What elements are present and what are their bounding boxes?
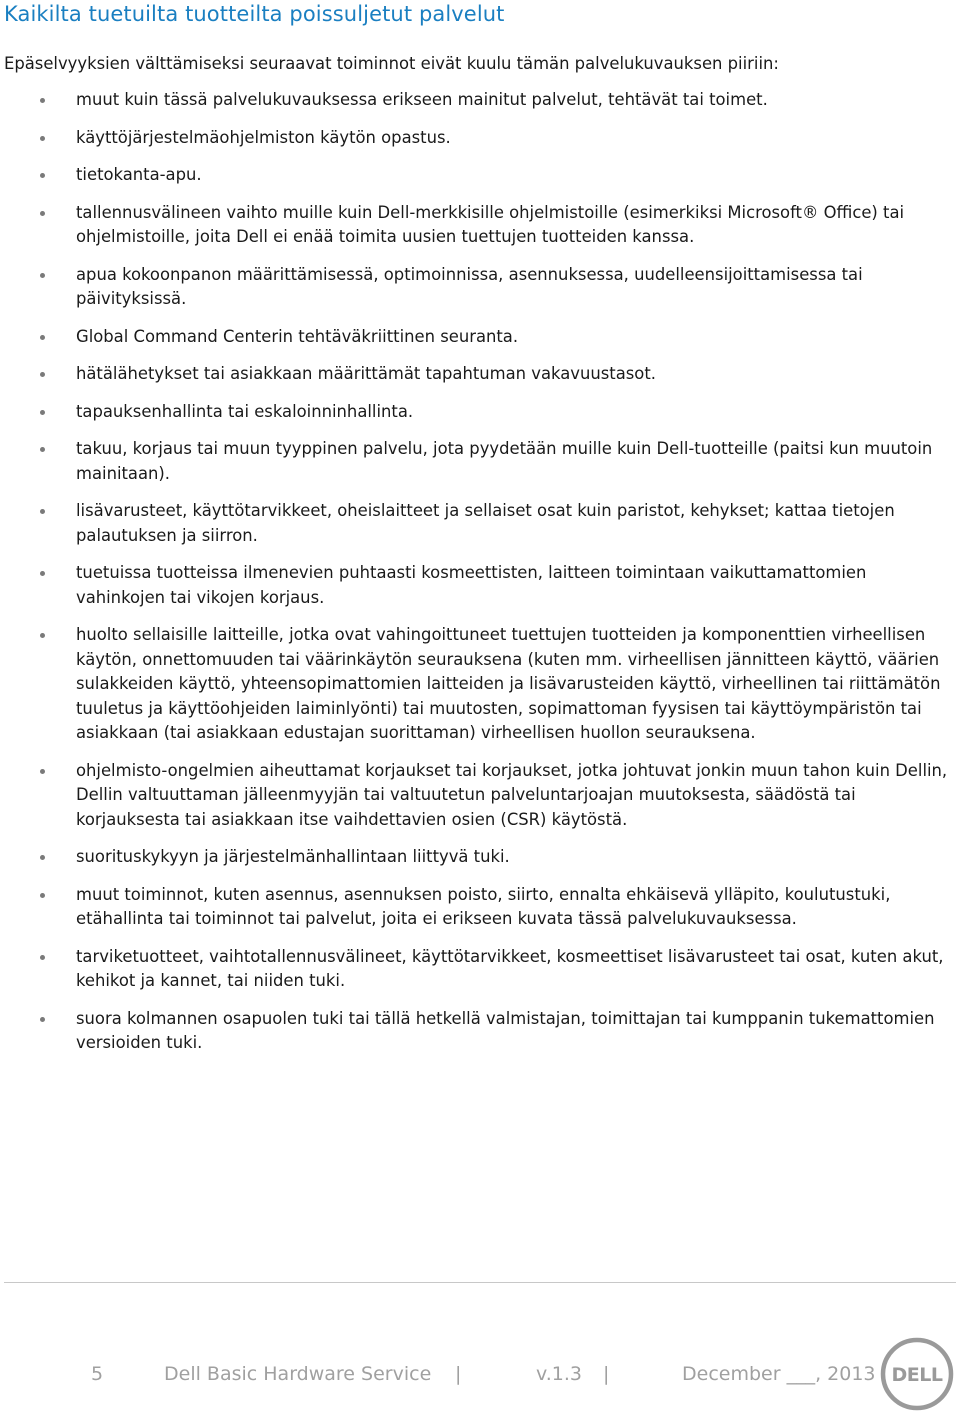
bullet-icon	[40, 955, 45, 960]
footer-divider	[4, 1282, 956, 1283]
list-item: suora kolmannen osapuolen tuki tai tällä hetkellä valmistajan, toimittajan tai kumppanin tukemattomien versioiden tuki.	[0, 1007, 960, 1056]
list-item: ohjelmisto-ongelmien aiheuttamat korjaukset tai korjaukset, jotka johtuvat jonkin muun tahon kuin Dellin, Dellin valtuuttaman jälleenmyyjän tai valtuutetun palveluntarjoajan muutoksesta, säädöstä tai korjauksesta tai asiakkaan itse vaihdettavien osien (CSR) käytöstä.	[0, 759, 960, 833]
bullet-icon	[40, 509, 45, 514]
bullet-icon	[40, 173, 45, 178]
bullet-icon	[40, 273, 45, 278]
list-item: tarviketuotteet, vaihtotallennusvälineet, käyttötarvikkeet, kosmeettiset lisävarusteet tai osat, kuten akut, kehikot ja kannet, tai niiden tuki.	[0, 945, 960, 994]
bullet-icon	[40, 372, 45, 377]
logo-text: DELL	[891, 1364, 943, 1386]
page-number: 5	[91, 1363, 104, 1385]
bullet-icon	[40, 136, 45, 141]
section-heading: Kaikilta tuetuilta tuotteilta poissuljetut palvelut	[4, 2, 505, 26]
bullet-icon	[40, 855, 45, 860]
list-item: tuetuissa tuotteissa ilmenevien puhtaasti kosmeettisten, laitteen toimintaan vaikuttamattomien vahinkojen tai vikojen korjaus.	[0, 561, 960, 610]
exclusions-list	[0, 88, 960, 1056]
list-item: muut kuin tässä palvelukuvauksessa erikseen mainitut palvelut, tehtävät tai toimet.	[0, 88, 960, 113]
list-item: tietokanta-apu.	[0, 163, 960, 188]
page-footer	[0, 1363, 960, 1393]
bullet-icon	[40, 98, 45, 103]
footer-date: December ___, 2013	[682, 1363, 876, 1385]
list-item: takuu, korjaus tai muun tyyppinen palvelu, jota pyydetään muille kuin Dell-tuotteille (paitsi kun muutoin mainitaan).	[0, 437, 960, 486]
footer-separator: |	[455, 1363, 462, 1385]
bullet-icon	[40, 410, 45, 415]
footer-title: Dell Basic Hardware Service	[164, 1363, 432, 1385]
list-item: suorituskykyyn ja järjestelmänhallintaan liittyvä tuki.	[0, 845, 960, 870]
bullet-icon	[40, 335, 45, 340]
list-item: hätälähetykset tai asiakkaan määrittämät tapahtuman vakavuustasot.	[0, 362, 960, 387]
footer-separator: |	[603, 1363, 610, 1385]
footer-version: v.1.3	[536, 1363, 583, 1385]
list-item: muut toiminnot, kuten asennus, asennuksen poisto, siirto, ennalta ehkäisevä ylläpito, koulutustuki, etähallinta tai toiminnot tai palvelut, joita ei erikseen kuvata tässä palvelukuvauksessa.	[0, 883, 960, 932]
bullet-icon	[40, 447, 45, 452]
bullet-icon	[40, 769, 45, 774]
intro-paragraph: Epäselvyyksien välttämiseksi seuraavat toiminnot eivät kuulu tämän palvelukuvauksen piiriin:	[4, 54, 779, 73]
bullet-icon	[40, 571, 45, 576]
list-item: lisävarusteet, käyttötarvikkeet, oheislaitteet ja sellaiset osat kuin paristot, kehykset; kattaa tietojen palautuksen ja siirron.	[0, 499, 960, 548]
list-item: Global Command Centerin tehtäväkriittinen seuranta.	[0, 325, 960, 350]
list-item: huolto sellaisille laitteille, jotka ovat vahingoittuneet tuettujen tuotteiden ja komponenttien virheellisen käytön, onnettomuuden tai väärinkäytön seurauksena (kuten mm. virheellisen jännitteen käyttö, väärien sulakkeiden käyttö, yhteensopimattomien laitteiden ja lisävarusteiden käyttö, virheellinen tai riittämätön tuuletus ja käyttöohjeiden laiminlyönti) tai muutosten, sopimattoman fyysisen tai käyttöympäristön tai asiakkaan (tai asiakkaan edustajan suorittaman) virheellisen huollon seurauksena.	[0, 623, 960, 746]
list-item: tallennusvälineen vaihto muille kuin Dell-merkkisille ohjelmistoille (esimerkiksi Microsoft® Office) tai ohjelmistoille, joita Dell ei enää toimita uusien tuettujen tuotteiden kanssa.	[0, 201, 960, 250]
bullet-icon	[40, 893, 45, 898]
bullet-icon	[40, 1017, 45, 1022]
bullet-icon	[40, 633, 45, 638]
dell-logo-icon	[880, 1337, 954, 1411]
list-item: apua kokoonpanon määrittämisessä, optimoinnissa, asennuksessa, uudelleensijoittamisessa tai päivityksissä.	[0, 263, 960, 312]
bullet-icon	[40, 211, 45, 216]
list-item: käyttöjärjestelmäohjelmiston käytön opastus.	[0, 126, 960, 151]
list-item: tapauksenhallinta tai eskaloinninhallinta.	[0, 400, 960, 425]
